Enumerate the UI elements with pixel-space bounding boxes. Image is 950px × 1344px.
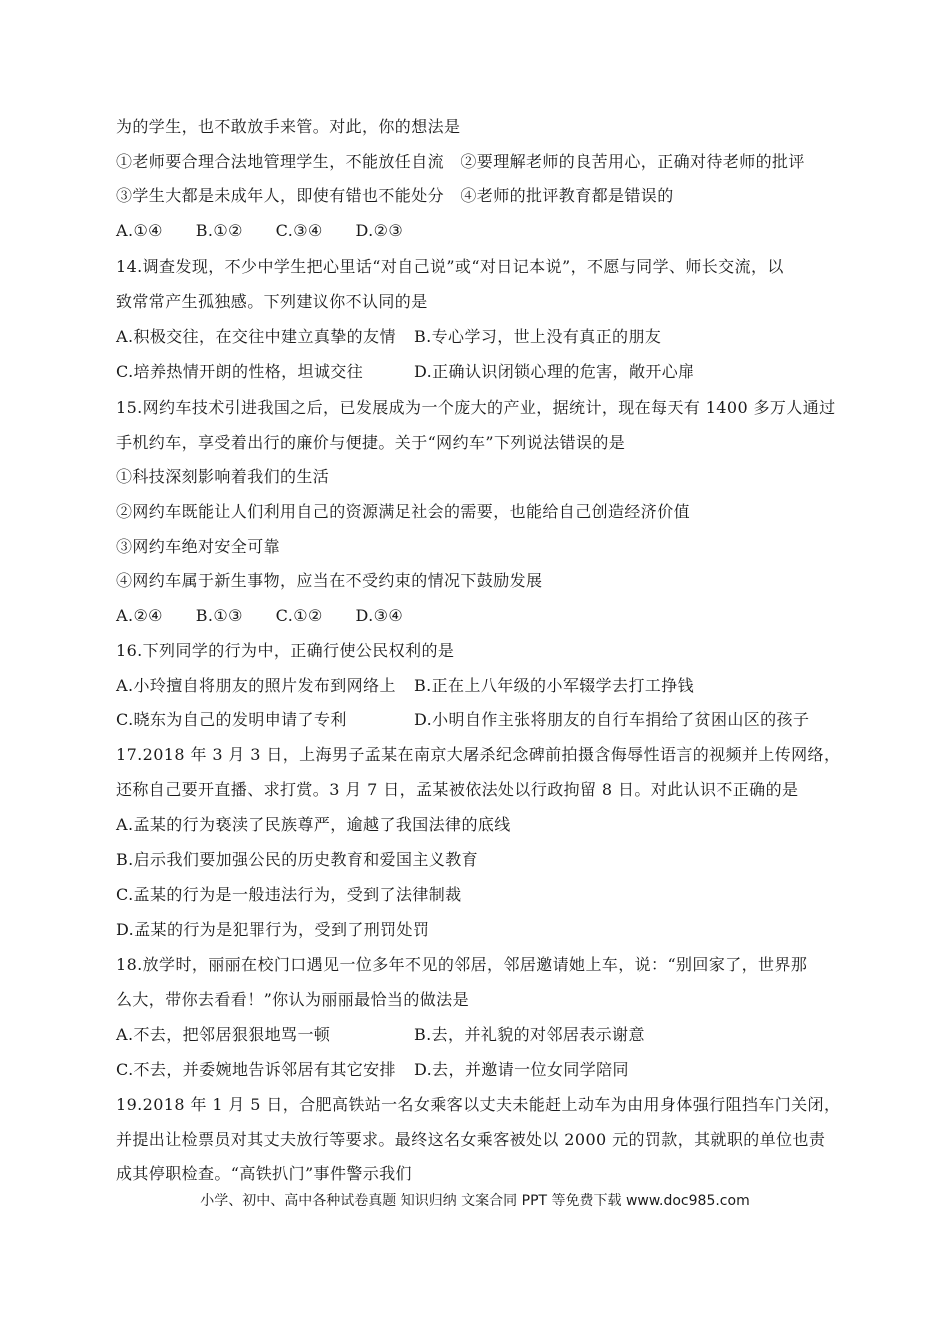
q15-options: A.②④ B.①③ C.①② D.③④ bbox=[116, 606, 404, 625]
q16-option-a: A.小玲擅自将朋友的照片发布到网络上 bbox=[116, 676, 396, 695]
q14-stem-line2: 致常常产生孤独感。下列建议你不认同的是 bbox=[116, 292, 428, 311]
q18-stem-line2: 么大，带你去看看！”你认为丽丽最恰当的做法是 bbox=[116, 990, 469, 1009]
q15-stem-line2: 手机约车，享受着出行的廉价与便捷。关于“网约车”下列说法错误的是 bbox=[116, 433, 626, 452]
q19-stem-line2: 并提出让检票员对其丈夫放行等要求。最终这名女乘客被处以 2000 元的罚款，其就职的单位也责 bbox=[116, 1130, 826, 1149]
q18-options-ab bbox=[116, 1025, 645, 1045]
q15-statement-3: ③网约车绝对安全可靠 bbox=[116, 537, 281, 556]
q19-stem-line3: 成其停职检查。“高铁扒门”事件警示我们 bbox=[116, 1164, 412, 1183]
q16-option-c: C.晓东为自己的发明申请了专利 bbox=[116, 710, 347, 729]
q17-option-b: B.启示我们要加强公民的历史教育和爱国主义教育 bbox=[116, 850, 479, 869]
q13-stem-continuation: 为的学生，也不敢放手来管。对此，你的想法是 bbox=[116, 117, 461, 136]
q14-option-c: C.培养热情开朗的性格，坦诚交往 bbox=[116, 362, 364, 381]
q18-stem-line1: 18.放学时，丽丽在校门口遇见一位多年不见的邻居，邻居邀请她上车，说：“别回家了，世界那 bbox=[116, 955, 808, 974]
q14-options-cd bbox=[116, 362, 695, 382]
q14-option-a: A.积极交往，在交往中建立真挚的友情 bbox=[116, 327, 396, 346]
q18-option-c: C.不去，并委婉地告诉邻居有其它安排 bbox=[116, 1060, 396, 1079]
q14-options-ab bbox=[116, 327, 661, 347]
q16-stem: 16.下列同学的行为中，正确行使公民权利的是 bbox=[116, 641, 455, 660]
q17-option-a: A.孟某的行为亵渎了民族尊严，逾越了我国法律的底线 bbox=[116, 815, 511, 834]
q16-option-d: D.小明自作主张将朋友的自行车捐给了贫困山区的孩子 bbox=[414, 710, 810, 729]
q13-statements-3-4: ③学生大都是未成年人，即使有错也不能处分 ④老师的批评教育都是错误的 bbox=[116, 186, 674, 205]
q19-stem-line1: 19.2018 年 1 月 5 日，合肥高铁站一名女乘客以丈夫未能赶上动车为由用身体强行阻挡车门关闭， bbox=[116, 1095, 841, 1114]
q14-stem-line1: 14.调查发现，不少中学生把心里话“对自己说”或“对日记本说”，不愿与同学、师长交流，以 bbox=[116, 257, 784, 276]
q17-stem-line2: 还称自己要开直播、求打赏。3 月 7 日，孟某被依法处以行政拘留 8 日。对此认识不正确的是 bbox=[116, 780, 799, 799]
q18-options-cd bbox=[116, 1060, 629, 1080]
q14-option-d: D.正确认识闭锁心理的危害，敞开心扉 bbox=[414, 362, 695, 381]
q14-option-b: B.专心学习，世上没有真正的朋友 bbox=[414, 327, 662, 346]
q17-option-d: D.孟某的行为是犯罪行为，受到了刑罚处罚 bbox=[116, 920, 430, 939]
q18-option-d: D.去，并邀请一位女同学陪同 bbox=[414, 1060, 629, 1079]
q13-statements-1-2: ①老师要合理合法地管理学生，不能放任自流 ②要理解老师的良苦用心，正确对待老师的批评 bbox=[116, 152, 805, 171]
q13-options: A.①④ B.①② C.③④ D.②③ bbox=[116, 221, 404, 240]
q15-statement-1: ①科技深刻影响着我们的生活 bbox=[116, 467, 330, 486]
q18-option-a: A.不去，把邻居狠狠地骂一顿 bbox=[116, 1025, 331, 1044]
q15-statement-4: ④网约车属于新生事物，应当在不受约束的情况下鼓励发展 bbox=[116, 571, 543, 590]
q16-options-ab bbox=[116, 676, 694, 696]
q16-option-b: B.正在上八年级的小军辍学去打工挣钱 bbox=[414, 676, 695, 695]
q17-option-c: C.孟某的行为是一般违法行为，受到了法律制裁 bbox=[116, 885, 462, 904]
page-footer: 小学、初中、高中各种试卷真题 知识归纳 文案合同 PPT 等免费下载 www.doc985.com bbox=[200, 1193, 750, 1209]
q18-option-b: B.去，并礼貌的对邻居表示谢意 bbox=[414, 1025, 645, 1044]
q16-options-cd bbox=[116, 710, 809, 730]
q15-statement-2: ②网约车既能让人们利用自己的资源满足社会的需要，也能给自己创造经济价值 bbox=[116, 502, 691, 521]
q17-stem-line1: 17.2018 年 3 月 3 日，上海男子孟某在南京大屠杀纪念碑前拍摄含侮辱性语言的视频并上传网络， bbox=[116, 745, 841, 764]
q15-stem-line1: 15.网约车技术引进我国之后，已发展成为一个庞大的产业，据统计，现在每天有 1400 多万人通过 bbox=[116, 398, 836, 417]
